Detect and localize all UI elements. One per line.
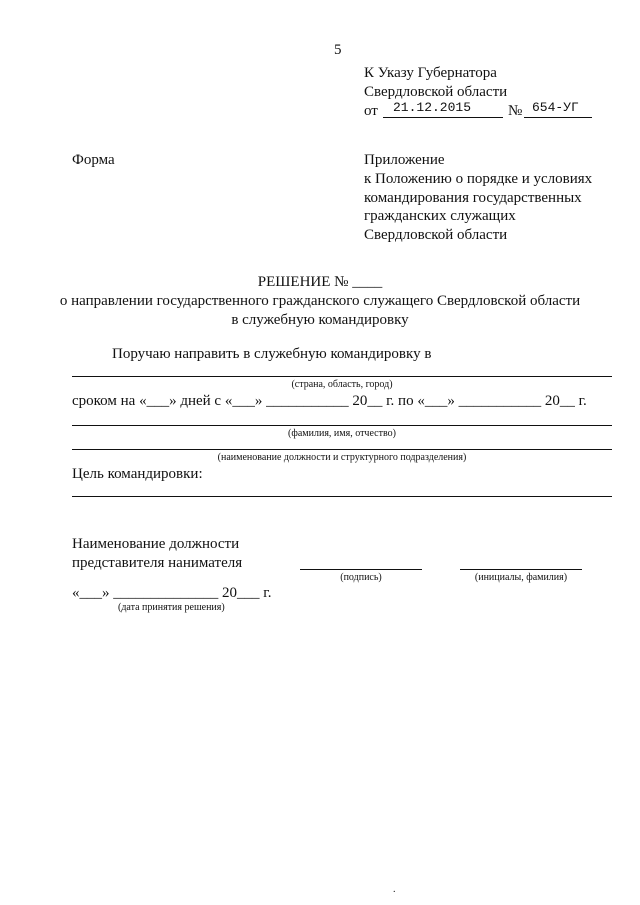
decision-title: РЕШЕНИЕ № ____: [257, 274, 383, 290]
decree-date-underline: [383, 117, 503, 118]
initials-line[interactable]: [460, 569, 582, 570]
decree-line-1: К Указу Губернатора: [364, 65, 497, 81]
caption-place: (страна, область, город): [291, 379, 393, 390]
purpose-line[interactable]: [72, 496, 612, 497]
decree-line-2: Свердловской области: [364, 84, 508, 100]
position-line[interactable]: [72, 449, 612, 450]
caption-date: (дата принятия решения): [118, 602, 225, 613]
name-line[interactable]: [72, 425, 612, 426]
form-label: Форма: [72, 152, 115, 168]
page-number: 5: [334, 42, 342, 58]
decision-subtitle-1: о направлении государственного гражданского служащего Свердловской области: [59, 293, 581, 309]
caption-signature: (подпись): [340, 572, 382, 583]
instruct-text: Поручаю направить в служебную командировку в: [112, 346, 432, 362]
caption-initials: (инициалы, фамилия): [474, 572, 568, 583]
appendix-line-2: к Положению о порядке и условиях: [364, 171, 593, 187]
appendix-line-3: командирования государственных: [364, 190, 582, 206]
decree-date: 21.12.2015: [393, 100, 472, 115]
decree-number: 654-УГ: [532, 100, 579, 115]
term-line: сроком на «___» дней с «___» ___________ 20__ г. по «___» ___________ 20__ г.: [72, 393, 587, 409]
caption-name: (фамилия, имя, отчество): [288, 428, 396, 439]
signature-label-2: представителя нанимателя: [72, 555, 243, 571]
caption-position: (наименование должности и структурного подразделения): [217, 452, 467, 463]
decree-number-label: №: [508, 103, 523, 119]
decision-subtitle-2: в служебную командировку: [231, 312, 409, 328]
purpose-label: Цель командировки:: [72, 466, 203, 482]
footer-mark: .: [393, 884, 396, 895]
appendix-line-1: Приложение: [364, 152, 445, 168]
appendix-line-4: гражданских служащих: [364, 208, 516, 224]
decree-number-underline: [524, 117, 592, 118]
place-line[interactable]: [72, 376, 612, 377]
signature-label-1: Наименование должности: [72, 536, 240, 552]
decree-from-label: от: [364, 103, 378, 119]
signature-line[interactable]: [300, 569, 422, 570]
decision-date-line: «___» ______________ 20___ г.: [72, 585, 272, 601]
appendix-line-5: Свердловской области: [364, 227, 508, 243]
